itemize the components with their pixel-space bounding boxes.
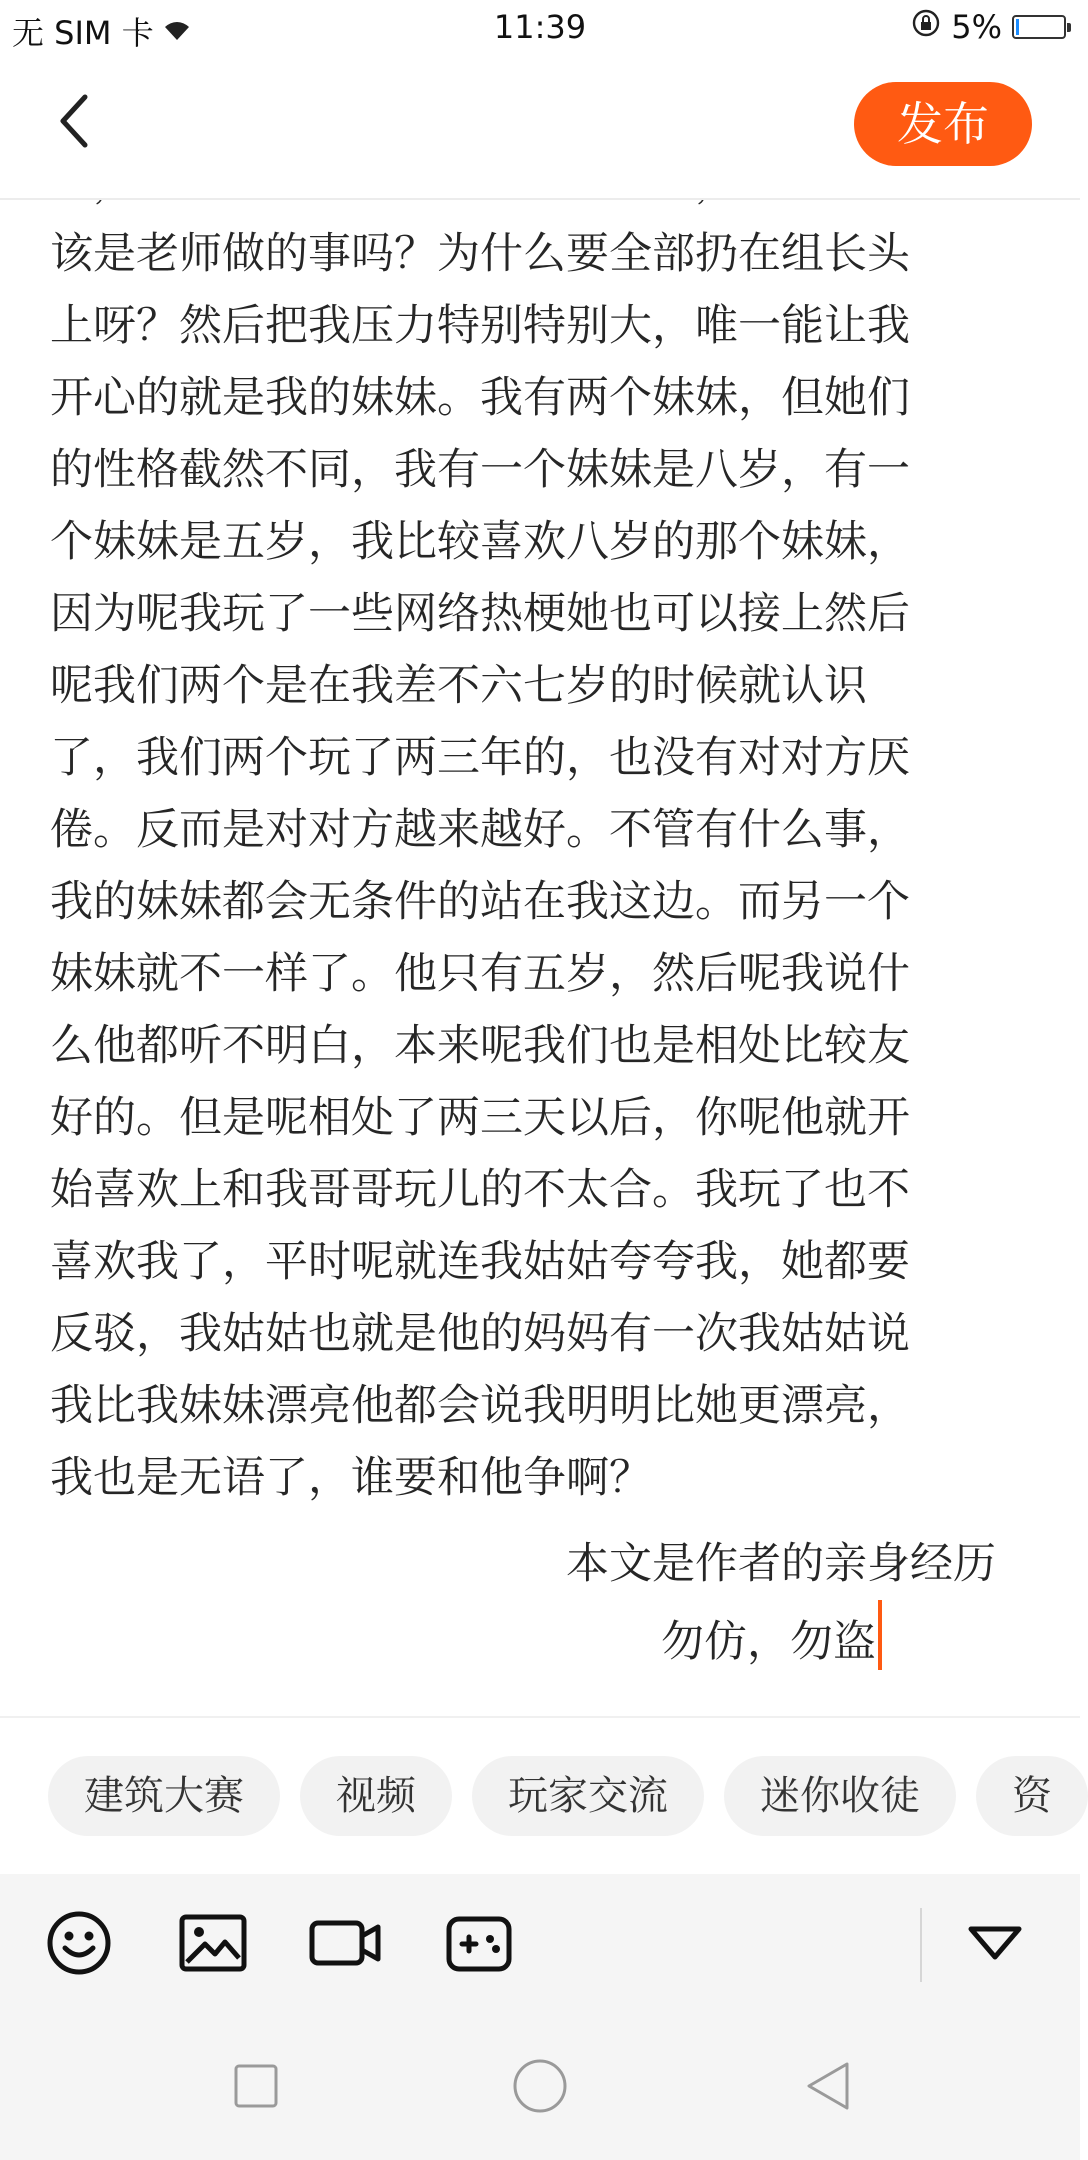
back-button[interactable] [40,88,110,158]
topic-tag-chip[interactable]: 迷你收徒 [724,1756,956,1836]
topic-tag-chip[interactable]: 视频 [300,1756,452,1836]
editor-header [0,58,1080,200]
toolbar-divider [920,1908,922,1982]
text-line: 该是老师做的事吗？为什么要全部扔在组长头 [50,229,910,279]
signature-line-2-text: 勿仿，勿盗 [661,1617,876,1667]
rotation-lock-icon [911,8,941,46]
emoji-icon [46,1910,112,1980]
text-line: 倦。反而是对对方越来越好。不管有什么事， [50,805,910,855]
text-line: 呢我们两个是在我差不六七岁的时候就认识 [50,661,867,711]
system-back-button[interactable] [792,2052,864,2124]
video-button[interactable] [310,1910,380,1980]
text-line: 喜欢我了，平时呢就连我姑姑夸夸我，她都要 [50,1237,910,1287]
signature-line-1[interactable]: 本文是作者的亲身经历 [566,1539,996,1589]
editor-toolbar [0,1874,1080,2016]
home-icon [512,2058,568,2118]
status-time: 11:39 [493,8,587,46]
text-line: 我的妹妹都会无条件的站在我这边。而另一个 [50,877,910,927]
battery-icon [1012,15,1066,39]
text-line: 妹妹就不一样了。他只有五岁，然后呢我说什 [50,949,910,999]
text-line: 我也是无语了，谁要和他争啊？ [50,1453,652,1503]
back-triangle-icon [803,2060,853,2116]
topic-tag-chip[interactable]: 建筑大赛 [48,1756,280,1836]
image-button[interactable] [178,1910,248,1980]
gamepad-icon [446,1913,512,1977]
system-nav-bar [0,2016,1080,2160]
text-line: 开心的就是我的妹妹。我有两个妹妹，但她们 [50,373,910,423]
game-button[interactable] [444,1910,514,1980]
text-line: 我比我妹妹漂亮他都会说我明明比她更漂亮， [50,1381,910,1431]
carrier-text: 无 SIM 卡 [12,14,154,52]
recent-apps-button[interactable] [220,2052,292,2124]
collapse-triangle-icon [967,1923,1023,1967]
topic-tag-row[interactable] [0,1716,1080,1876]
status-bar [0,0,1080,58]
status-right [911,8,1066,46]
image-icon [179,1914,247,1976]
topic-tag-chip[interactable]: 玩家交流 [472,1756,704,1836]
emoji-button[interactable] [44,1910,114,1980]
post-body-editor[interactable] [0,198,1080,1716]
text-cursor [878,1600,882,1670]
publish-button[interactable]: 发布 [854,82,1032,166]
text-line: 个妹妹是五岁，我比较喜欢八岁的那个妹妹， [50,517,910,567]
text-line: 上呀？然后把我压力特别特别大，唯一能让我 [50,301,910,351]
chevron-left-icon [55,93,95,153]
text-line: 始喜欢上和我哥哥玩儿的不太合。我玩了也不 [50,1165,910,1215]
text-line: 么他都听不明白，本来呢我们也是相处比较友 [50,1021,910,1071]
text-line: 因为呢我玩了一些网络热梗她也可以接上然后 [50,589,910,639]
home-button[interactable] [504,2052,576,2124]
post-body-text[interactable] [50,146,1010,1514]
battery-percent: 5% [951,8,1002,46]
battery-fill [1016,19,1019,35]
text-line: 好的。但是呢相处了两三天以后，你呢他就开 [50,1093,910,1143]
signature-line-2[interactable] [661,1600,882,1678]
recent-apps-icon [233,2063,279,2113]
topic-tag-track [48,1756,1088,1836]
video-icon [309,1916,381,1974]
text-line: 了，我们两个玩了两三年的，也没有对对方厌 [50,733,910,783]
collapse-keyboard-button[interactable] [960,1910,1030,1980]
text-line: 的性格截然不同，我有一个妹妹是八岁，有一 [50,445,910,495]
text-line: 反驳，我姑姑也就是他的妈妈有一次我姑姑说 [50,1309,910,1359]
topic-tag-chip[interactable]: 资 [976,1756,1088,1836]
